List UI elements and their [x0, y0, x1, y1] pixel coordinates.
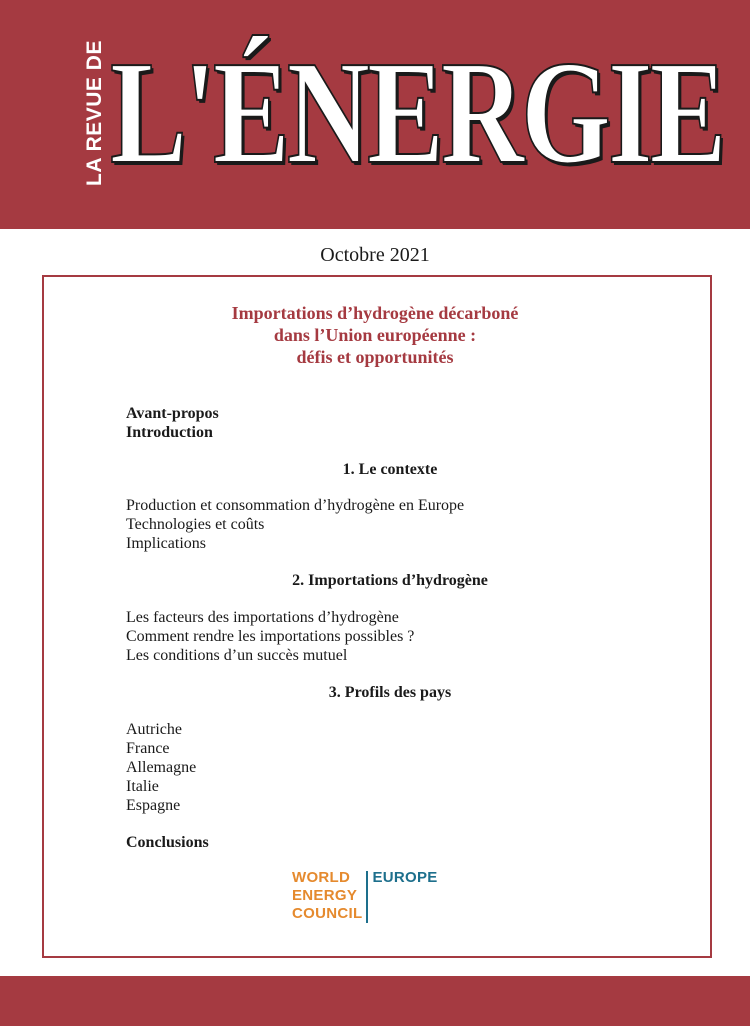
toc-item: Technologies et coûts	[126, 516, 265, 533]
issue-date: Octobre 2021	[320, 244, 430, 266]
toc-item: Les facteurs des importations d’hydrogène	[126, 609, 399, 626]
world-energy-council-logo	[292, 869, 438, 925]
toc-item: Comment rendre les importations possibles ?	[126, 628, 415, 645]
toc-item: Production et consommation d’hydrogène en Europe	[126, 497, 465, 514]
logo-word: ENERGY	[292, 887, 358, 904]
masthead-prefix-text: LA REVUE DE	[82, 39, 106, 186]
toc-conclusions	[126, 833, 209, 852]
toc-item-avant-propos: Avant-propos	[126, 405, 219, 422]
toc-front-matter	[126, 404, 219, 442]
toc-item: Allemagne	[126, 759, 197, 776]
section-3-items	[126, 720, 196, 815]
article-title	[0, 302, 750, 368]
toc-item: Espagne	[126, 797, 181, 814]
masthead-prefix	[82, 39, 107, 186]
toc-item: Les conditions d’un succès mutuel	[126, 647, 348, 664]
logo-wordmark-right: EUROPE	[372, 869, 438, 886]
section-heading-2: 2. Importations d’hydrogène	[292, 572, 488, 589]
footer-band	[0, 976, 750, 1026]
logo-word: WORLD	[292, 869, 351, 886]
article-title-line: dans l’Union européenne :	[273, 325, 477, 345]
section-heading-1: 1. Le contexte	[342, 461, 438, 478]
masthead-title: L'ÉNERGIE	[110, 31, 724, 195]
toc-item: France	[126, 740, 170, 757]
section-2-items	[126, 608, 414, 665]
toc-item-introduction: Introduction	[126, 424, 213, 441]
logo-wordmark-left	[292, 869, 366, 925]
logo-word: COUNCIL	[292, 905, 363, 922]
toc-item: Italie	[126, 778, 159, 795]
toc-item: Autriche	[126, 721, 182, 738]
toc-item-conclusions: Conclusions	[126, 834, 209, 851]
section-heading-3: 3. Profils des pays	[328, 684, 452, 701]
toc-item: Implications	[126, 535, 206, 552]
article-title-line: défis et opportunités	[296, 347, 454, 367]
masthead-band	[0, 0, 750, 229]
section-1-items	[126, 496, 464, 553]
article-title-line: Importations d’hydrogène décarboné	[231, 303, 519, 323]
